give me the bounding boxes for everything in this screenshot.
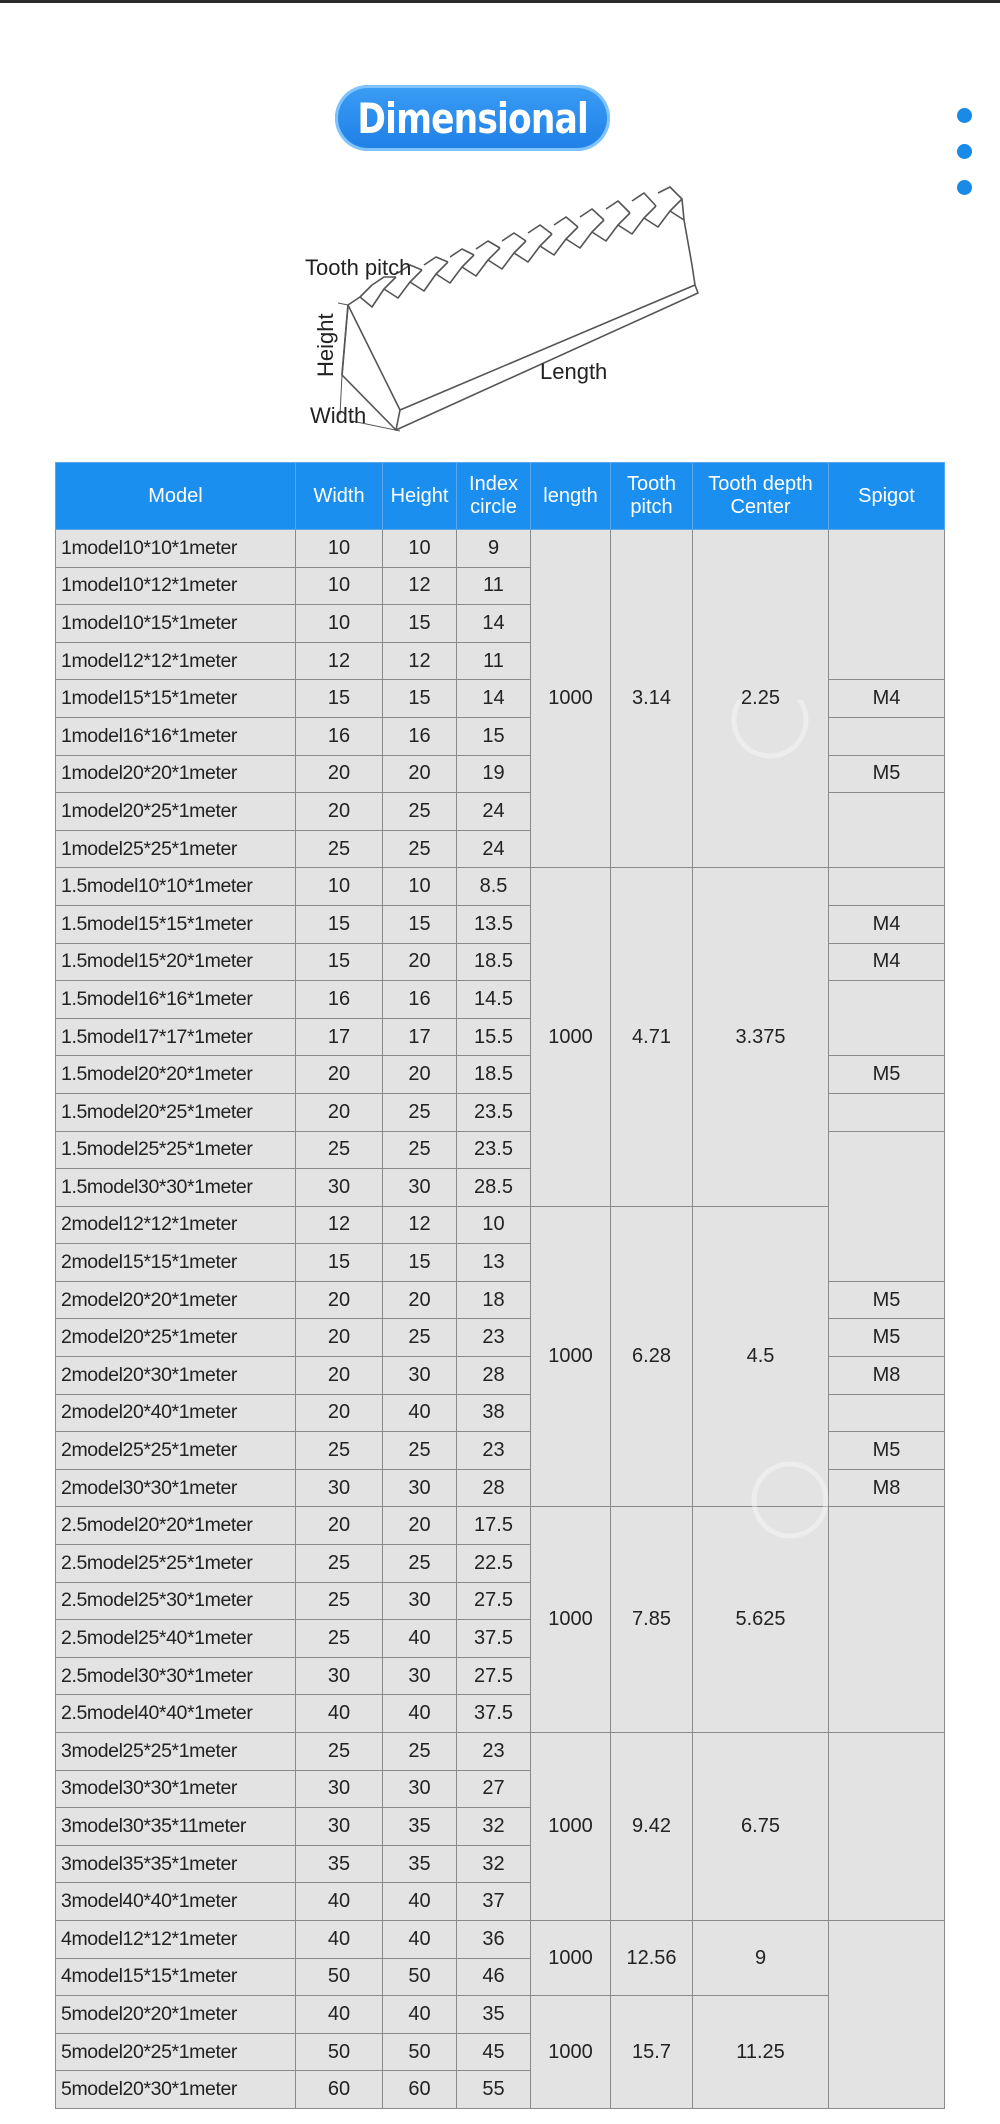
table-row [56, 1733, 945, 1771]
height-cell: 17 [383, 1018, 457, 1056]
dot-icon [957, 144, 972, 159]
column-header: Height [383, 463, 457, 530]
length-cell: 1000 [531, 1206, 611, 1507]
tooth-pitch-cell: 4.71 [611, 868, 693, 1206]
tooth-pitch-cell: 12.56 [611, 1920, 693, 1995]
height-cell: 25 [383, 793, 457, 831]
spigot-cell: M4 [829, 943, 945, 981]
height-cell: 25 [383, 1733, 457, 1771]
length-cell: 1000 [531, 868, 611, 1206]
index-circle-cell: 23.5 [457, 1093, 531, 1131]
table-row [56, 868, 945, 906]
model-cell: 2model15*15*1meter [56, 1244, 296, 1282]
spigot-cell: M4 [829, 680, 945, 718]
width-cell: 10 [296, 868, 383, 906]
width-cell: 16 [296, 981, 383, 1019]
height-cell: 30 [383, 1657, 457, 1695]
index-circle-cell: 11 [457, 642, 531, 680]
tooth-depth-cell: 6.75 [693, 1733, 829, 1921]
width-cell: 20 [296, 1507, 383, 1545]
model-cell: 1.5model15*15*1meter [56, 905, 296, 943]
width-cell: 30 [296, 1808, 383, 1846]
width-cell: 25 [296, 1620, 383, 1658]
model-cell: 1model25*25*1meter [56, 830, 296, 868]
model-cell: 1.5model16*16*1meter [56, 981, 296, 1019]
index-circle-cell: 13 [457, 1244, 531, 1282]
index-circle-cell: 28 [457, 1357, 531, 1395]
index-circle-cell: 9 [457, 530, 531, 568]
length-cell: 1000 [531, 1996, 611, 2109]
tooth-depth-cell: 4.5 [693, 1206, 829, 1507]
width-cell: 25 [296, 830, 383, 868]
height-cell: 25 [383, 1545, 457, 1583]
index-circle-cell: 15 [457, 717, 531, 755]
model-cell: 1model10*15*1meter [56, 605, 296, 643]
height-cell: 50 [383, 1958, 457, 1996]
length-cell: 1000 [531, 1733, 611, 1921]
length-cell: 1000 [531, 530, 611, 868]
index-circle-cell: 23 [457, 1319, 531, 1357]
width-cell: 60 [296, 2071, 383, 2109]
model-cell: 1.5model10*10*1meter [56, 868, 296, 906]
height-cell: 16 [383, 981, 457, 1019]
index-circle-cell: 19 [457, 755, 531, 793]
width-cell: 10 [296, 605, 383, 643]
index-circle-cell: 55 [457, 2071, 531, 2109]
model-cell: 5model20*20*1meter [56, 1996, 296, 2034]
width-cell: 30 [296, 1169, 383, 1207]
spigot-cell [829, 1733, 945, 1921]
height-cell: 20 [383, 1507, 457, 1545]
model-cell: 2model30*30*1meter [56, 1469, 296, 1507]
width-cell: 20 [296, 1093, 383, 1131]
model-cell: 3model25*25*1meter [56, 1733, 296, 1771]
index-circle-cell: 23 [457, 1432, 531, 1470]
index-circle-cell: 17.5 [457, 1507, 531, 1545]
width-cell: 17 [296, 1018, 383, 1056]
index-circle-cell: 35 [457, 1996, 531, 2034]
index-circle-cell: 37 [457, 1883, 531, 1921]
table-row [56, 530, 945, 568]
height-cell: 20 [383, 1056, 457, 1094]
index-circle-cell: 11 [457, 567, 531, 605]
width-cell: 30 [296, 1657, 383, 1695]
model-cell: 2model20*20*1meter [56, 1281, 296, 1319]
height-cell: 20 [383, 755, 457, 793]
index-circle-cell: 18.5 [457, 943, 531, 981]
table-row [56, 1206, 945, 1244]
height-cell: 10 [383, 530, 457, 568]
section-title: Dimensional [357, 93, 588, 143]
top-rule [0, 0, 1000, 3]
width-cell: 40 [296, 1883, 383, 1921]
tooth-pitch-cell: 6.28 [611, 1206, 693, 1507]
column-header: Spigot [829, 463, 945, 530]
height-cell: 40 [383, 1996, 457, 2034]
dot-icon [957, 180, 972, 195]
column-header: Index circle [457, 463, 531, 530]
spigot-cell [829, 1131, 945, 1281]
spigot-cell [829, 717, 945, 755]
height-cell: 10 [383, 868, 457, 906]
table-body [56, 530, 945, 2109]
tooth-depth-cell: 2.25 [693, 530, 829, 868]
width-cell: 20 [296, 1357, 383, 1395]
index-circle-cell: 32 [457, 1808, 531, 1846]
index-circle-cell: 37.5 [457, 1695, 531, 1733]
index-circle-cell: 28.5 [457, 1169, 531, 1207]
spigot-cell: M5 [829, 1056, 945, 1094]
height-cell: 50 [383, 2033, 457, 2071]
width-cell: 40 [296, 1695, 383, 1733]
height-cell: 40 [383, 1695, 457, 1733]
index-circle-cell: 46 [457, 1958, 531, 1996]
index-circle-cell: 14.5 [457, 981, 531, 1019]
tooth-pitch-label: Tooth pitch [305, 255, 412, 280]
spigot-cell [829, 981, 945, 1056]
width-cell: 15 [296, 1244, 383, 1282]
height-cell: 30 [383, 1169, 457, 1207]
model-cell: 3model35*35*1meter [56, 1845, 296, 1883]
width-cell: 15 [296, 905, 383, 943]
spigot-cell [829, 868, 945, 906]
width-cell: 20 [296, 1056, 383, 1094]
height-cell: 40 [383, 1394, 457, 1432]
model-cell: 5model20*25*1meter [56, 2033, 296, 2071]
model-cell: 1model10*10*1meter [56, 530, 296, 568]
table-row [56, 1920, 945, 1958]
model-cell: 1.5model17*17*1meter [56, 1018, 296, 1056]
model-cell: 1.5model20*25*1meter [56, 1093, 296, 1131]
width-cell: 25 [296, 1733, 383, 1771]
width-cell: 40 [296, 1996, 383, 2034]
index-circle-cell: 18 [457, 1281, 531, 1319]
tooth-pitch-cell: 3.14 [611, 530, 693, 868]
tooth-pitch-cell: 15.7 [611, 1996, 693, 2109]
index-circle-cell: 23 [457, 1733, 531, 1771]
spigot-cell: M5 [829, 1432, 945, 1470]
width-cell: 10 [296, 530, 383, 568]
dimension-table [55, 462, 945, 2109]
width-cell: 25 [296, 1131, 383, 1169]
width-label: Width [310, 403, 367, 428]
model-cell: 2model12*12*1meter [56, 1206, 296, 1244]
index-circle-cell: 32 [457, 1845, 531, 1883]
index-circle-cell: 22.5 [457, 1545, 531, 1583]
height-cell: 20 [383, 943, 457, 981]
height-cell: 25 [383, 1432, 457, 1470]
table-row [56, 1507, 945, 1545]
column-header: Tooth pitch [611, 463, 693, 530]
height-cell: 12 [383, 1206, 457, 1244]
height-cell: 15 [383, 1244, 457, 1282]
index-circle-cell: 23.5 [457, 1131, 531, 1169]
height-cell: 30 [383, 1357, 457, 1395]
index-circle-cell: 36 [457, 1920, 531, 1958]
index-circle-cell: 27 [457, 1770, 531, 1808]
model-cell: 1model10*12*1meter [56, 567, 296, 605]
width-cell: 35 [296, 1845, 383, 1883]
index-circle-cell: 8.5 [457, 868, 531, 906]
gear-rack-diagram [300, 185, 720, 435]
height-cell: 30 [383, 1770, 457, 1808]
index-circle-cell: 24 [457, 830, 531, 868]
height-cell: 40 [383, 1620, 457, 1658]
height-cell: 15 [383, 905, 457, 943]
model-cell: 2.5model25*25*1meter [56, 1545, 296, 1583]
spigot-cell: M5 [829, 1319, 945, 1357]
decorative-dots [957, 108, 972, 216]
model-cell: 4model12*12*1meter [56, 1920, 296, 1958]
height-cell: 30 [383, 1582, 457, 1620]
height-cell: 20 [383, 1281, 457, 1319]
width-cell: 50 [296, 1958, 383, 1996]
height-cell: 40 [383, 1883, 457, 1921]
model-cell: 2model20*25*1meter [56, 1319, 296, 1357]
width-cell: 20 [296, 755, 383, 793]
column-header: Model [56, 463, 296, 530]
spigot-cell [829, 1093, 945, 1131]
width-cell: 20 [296, 1394, 383, 1432]
spigot-cell [829, 1920, 945, 2108]
tooth-depth-cell: 3.375 [693, 868, 829, 1206]
height-cell: 12 [383, 567, 457, 605]
column-header: Tooth depth Center [693, 463, 829, 530]
index-circle-cell: 14 [457, 605, 531, 643]
width-cell: 20 [296, 1319, 383, 1357]
spigot-cell: M5 [829, 1281, 945, 1319]
model-cell: 2.5model30*30*1meter [56, 1657, 296, 1695]
width-cell: 25 [296, 1582, 383, 1620]
model-cell: 3model30*35*11meter [56, 1808, 296, 1846]
height-cell: 35 [383, 1845, 457, 1883]
model-cell: 1model20*25*1meter [56, 793, 296, 831]
model-cell: 2model20*30*1meter [56, 1357, 296, 1395]
index-circle-cell: 10 [457, 1206, 531, 1244]
model-cell: 2.5model20*20*1meter [56, 1507, 296, 1545]
height-cell: 40 [383, 1920, 457, 1958]
height-cell: 30 [383, 1469, 457, 1507]
spigot-cell [829, 793, 945, 868]
spigot-cell [829, 1394, 945, 1432]
index-circle-cell: 45 [457, 2033, 531, 2071]
tooth-depth-cell: 9 [693, 1920, 829, 1995]
index-circle-cell: 24 [457, 793, 531, 831]
width-cell: 30 [296, 1469, 383, 1507]
dot-icon [957, 108, 972, 123]
index-circle-cell: 14 [457, 680, 531, 718]
height-cell: 25 [383, 1131, 457, 1169]
length-cell: 1000 [531, 1920, 611, 1995]
model-cell: 2.5model25*40*1meter [56, 1620, 296, 1658]
height-cell: 16 [383, 717, 457, 755]
model-cell: 2model20*40*1meter [56, 1394, 296, 1432]
width-cell: 12 [296, 1206, 383, 1244]
width-cell: 40 [296, 1920, 383, 1958]
height-label: Height [313, 313, 338, 377]
width-cell: 20 [296, 1281, 383, 1319]
index-circle-cell: 13.5 [457, 905, 531, 943]
index-circle-cell: 15.5 [457, 1018, 531, 1056]
width-cell: 12 [296, 642, 383, 680]
model-cell: 3model30*30*1meter [56, 1770, 296, 1808]
model-cell: 2.5model40*40*1meter [56, 1695, 296, 1733]
spigot-cell: M8 [829, 1357, 945, 1395]
model-cell: 2model25*25*1meter [56, 1432, 296, 1470]
index-circle-cell: 28 [457, 1469, 531, 1507]
spigot-cell: M5 [829, 755, 945, 793]
model-cell: 1model20*20*1meter [56, 755, 296, 793]
width-cell: 10 [296, 567, 383, 605]
index-circle-cell: 27.5 [457, 1582, 531, 1620]
model-cell: 1.5model25*25*1meter [56, 1131, 296, 1169]
index-circle-cell: 37.5 [457, 1620, 531, 1658]
height-cell: 25 [383, 1093, 457, 1131]
width-cell: 16 [296, 717, 383, 755]
height-cell: 35 [383, 1808, 457, 1846]
dimension-table-wrapper [55, 462, 944, 2109]
height-cell: 15 [383, 605, 457, 643]
spigot-cell [829, 530, 945, 680]
tooth-pitch-cell: 7.85 [611, 1507, 693, 1733]
tooth-depth-cell: 5.625 [693, 1507, 829, 1733]
length-cell: 1000 [531, 1507, 611, 1733]
height-cell: 12 [383, 642, 457, 680]
model-cell: 5model20*30*1meter [56, 2071, 296, 2109]
column-header: length [531, 463, 611, 530]
width-cell: 15 [296, 680, 383, 718]
model-cell: 3model40*40*1meter [56, 1883, 296, 1921]
index-circle-cell: 27.5 [457, 1657, 531, 1695]
section-title-badge [335, 85, 610, 151]
height-cell: 25 [383, 830, 457, 868]
tooth-pitch-cell: 9.42 [611, 1733, 693, 1921]
width-cell: 25 [296, 1545, 383, 1583]
table-header-row [56, 463, 945, 530]
height-cell: 25 [383, 1319, 457, 1357]
width-cell: 15 [296, 943, 383, 981]
spigot-cell: M4 [829, 905, 945, 943]
width-cell: 25 [296, 1432, 383, 1470]
model-cell: 4model15*15*1meter [56, 1958, 296, 1996]
width-cell: 20 [296, 793, 383, 831]
spigot-cell: M8 [829, 1469, 945, 1507]
width-cell: 30 [296, 1770, 383, 1808]
model-cell: 1.5model30*30*1meter [56, 1169, 296, 1207]
model-cell: 1.5model20*20*1meter [56, 1056, 296, 1094]
index-circle-cell: 18.5 [457, 1056, 531, 1094]
spigot-cell [829, 1507, 945, 1733]
height-cell: 15 [383, 680, 457, 718]
table-row [56, 1996, 945, 2034]
model-cell: 2.5model25*30*1meter [56, 1582, 296, 1620]
model-cell: 1model15*15*1meter [56, 680, 296, 718]
length-label: Length [540, 359, 608, 384]
column-header: Width [296, 463, 383, 530]
height-cell: 60 [383, 2071, 457, 2109]
index-circle-cell: 38 [457, 1394, 531, 1432]
model-cell: 1model12*12*1meter [56, 642, 296, 680]
model-cell: 1.5model15*20*1meter [56, 943, 296, 981]
model-cell: 1model16*16*1meter [56, 717, 296, 755]
width-cell: 50 [296, 2033, 383, 2071]
tooth-depth-cell: 11.25 [693, 1996, 829, 2109]
